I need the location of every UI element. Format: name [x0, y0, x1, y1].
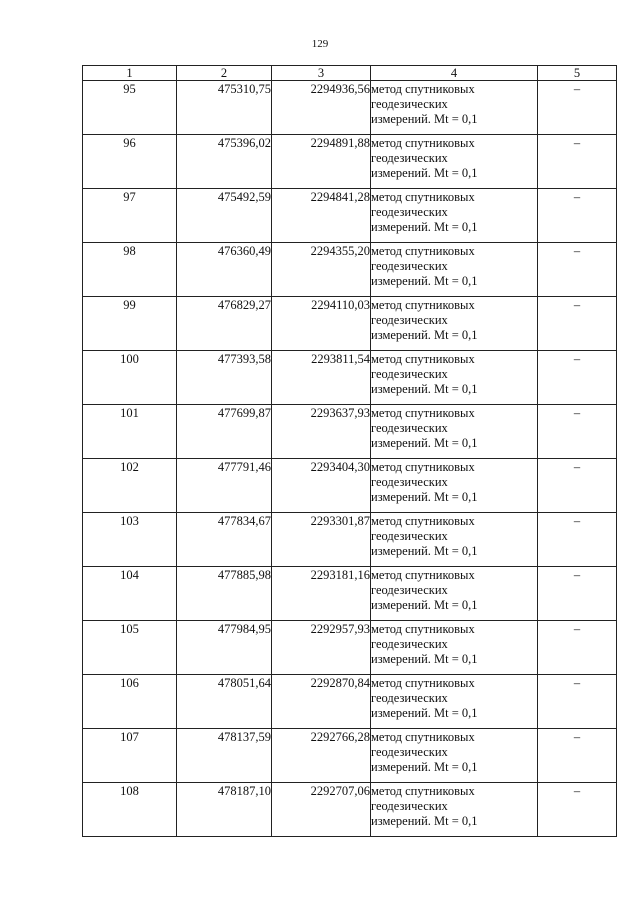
x-coordinate-cell: 476829,27 [177, 297, 272, 351]
method-line: метод спутниковых [371, 298, 475, 312]
dash-cell: – [538, 459, 617, 513]
method-line: измерений. Mt = 0,1 [371, 814, 478, 828]
point-number-cell: 98 [83, 243, 177, 297]
method-line: геодезических [371, 745, 448, 759]
method-cell [371, 135, 538, 189]
table-row [83, 513, 617, 567]
table-row [83, 729, 617, 783]
method-line: геодезических [371, 529, 448, 543]
method-line: геодезических [371, 583, 448, 597]
method-cell [371, 729, 538, 783]
dash-cell: – [538, 135, 617, 189]
table-row [83, 567, 617, 621]
point-number-cell: 107 [83, 729, 177, 783]
dash-cell: – [538, 297, 617, 351]
table-row [83, 459, 617, 513]
y-coordinate-cell: 2294355,20 [272, 243, 371, 297]
method-line: геодезических [371, 637, 448, 651]
dash-cell: – [538, 783, 617, 837]
method-line: метод спутниковых [371, 190, 475, 204]
y-coordinate-cell: 2294936,56 [272, 81, 371, 135]
point-number-cell: 96 [83, 135, 177, 189]
point-number-cell: 104 [83, 567, 177, 621]
table-header-row [83, 66, 617, 81]
x-coordinate-cell: 476360,49 [177, 243, 272, 297]
x-coordinate-cell: 478137,59 [177, 729, 272, 783]
method-cell [371, 783, 538, 837]
y-coordinate-cell: 2293181,16 [272, 567, 371, 621]
x-coordinate-cell: 477834,67 [177, 513, 272, 567]
method-cell [371, 351, 538, 405]
table-row [83, 783, 617, 837]
dash-cell: – [538, 81, 617, 135]
method-line: геодезических [371, 313, 448, 327]
method-cell [371, 513, 538, 567]
y-coordinate-cell: 2292957,93 [272, 621, 371, 675]
method-line: измерений. Mt = 0,1 [371, 382, 478, 396]
y-coordinate-cell: 2294110,03 [272, 297, 371, 351]
dash-cell: – [538, 567, 617, 621]
table-row [83, 675, 617, 729]
method-line: метод спутниковых [371, 352, 475, 366]
table-row [83, 243, 617, 297]
point-number-cell: 102 [83, 459, 177, 513]
method-line: метод спутниковых [371, 460, 475, 474]
header-col-3: 3 [272, 66, 371, 81]
x-coordinate-cell: 477699,87 [177, 405, 272, 459]
dash-cell: – [538, 729, 617, 783]
method-line: метод спутниковых [371, 622, 475, 636]
method-line: метод спутниковых [371, 676, 475, 690]
method-line: геодезических [371, 691, 448, 705]
method-line: измерений. Mt = 0,1 [371, 490, 478, 504]
y-coordinate-cell: 2294841,28 [272, 189, 371, 243]
method-cell [371, 189, 538, 243]
x-coordinate-cell: 475396,02 [177, 135, 272, 189]
method-line: измерений. Mt = 0,1 [371, 436, 478, 450]
dash-cell: – [538, 351, 617, 405]
y-coordinate-cell: 2293301,87 [272, 513, 371, 567]
method-cell [371, 81, 538, 135]
table-row [83, 297, 617, 351]
method-line: метод спутниковых [371, 136, 475, 150]
method-cell [371, 567, 538, 621]
point-number-cell: 106 [83, 675, 177, 729]
method-cell [371, 459, 538, 513]
y-coordinate-cell: 2294891,88 [272, 135, 371, 189]
header-col-4: 4 [371, 66, 538, 81]
point-number-cell: 100 [83, 351, 177, 405]
method-line: геодезических [371, 259, 448, 273]
method-line: геодезических [371, 421, 448, 435]
method-line: измерений. Mt = 0,1 [371, 760, 478, 774]
y-coordinate-cell: 2293637,93 [272, 405, 371, 459]
dash-cell: – [538, 405, 617, 459]
point-number-cell: 103 [83, 513, 177, 567]
method-line: измерений. Mt = 0,1 [371, 328, 478, 342]
method-line: измерений. Mt = 0,1 [371, 220, 478, 234]
method-line: геодезических [371, 367, 448, 381]
y-coordinate-cell: 2292707,06 [272, 783, 371, 837]
point-number-cell: 108 [83, 783, 177, 837]
y-coordinate-cell: 2293404,30 [272, 459, 371, 513]
point-number-cell: 105 [83, 621, 177, 675]
method-cell [371, 297, 538, 351]
method-line: измерений. Mt = 0,1 [371, 112, 478, 126]
table-row [83, 405, 617, 459]
method-line: метод спутниковых [371, 730, 475, 744]
table-row [83, 621, 617, 675]
method-line: измерений. Mt = 0,1 [371, 544, 478, 558]
method-line: измерений. Mt = 0,1 [371, 166, 478, 180]
method-line: геодезических [371, 97, 448, 111]
table-row [83, 135, 617, 189]
table-row [83, 189, 617, 243]
dash-cell: – [538, 513, 617, 567]
method-line: геодезических [371, 151, 448, 165]
method-cell [371, 405, 538, 459]
dash-cell: – [538, 243, 617, 297]
method-line: метод спутниковых [371, 568, 475, 582]
x-coordinate-cell: 477984,95 [177, 621, 272, 675]
method-cell [371, 675, 538, 729]
method-line: метод спутниковых [371, 406, 475, 420]
method-line: метод спутниковых [371, 82, 475, 96]
x-coordinate-cell: 478051,64 [177, 675, 272, 729]
header-col-2: 2 [177, 66, 272, 81]
x-coordinate-cell: 477885,98 [177, 567, 272, 621]
x-coordinate-cell: 475492,59 [177, 189, 272, 243]
point-number-cell: 101 [83, 405, 177, 459]
point-number-cell: 97 [83, 189, 177, 243]
dash-cell: – [538, 621, 617, 675]
x-coordinate-cell: 477393,58 [177, 351, 272, 405]
point-number-cell: 99 [83, 297, 177, 351]
method-cell [371, 621, 538, 675]
method-line: геодезических [371, 799, 448, 813]
method-line: геодезических [371, 475, 448, 489]
method-line: геодезических [371, 205, 448, 219]
dash-cell: – [538, 189, 617, 243]
method-line: измерений. Mt = 0,1 [371, 652, 478, 666]
method-line: метод спутниковых [371, 784, 475, 798]
x-coordinate-cell: 475310,75 [177, 81, 272, 135]
method-line: измерений. Mt = 0,1 [371, 274, 478, 288]
x-coordinate-cell: 477791,46 [177, 459, 272, 513]
y-coordinate-cell: 2292870,84 [272, 675, 371, 729]
coordinates-table [82, 65, 617, 837]
page-number: 129 [311, 38, 329, 50]
dash-cell: – [538, 675, 617, 729]
method-line: метод спутниковых [371, 244, 475, 258]
y-coordinate-cell: 2292766,28 [272, 729, 371, 783]
header-col-1: 1 [83, 66, 177, 81]
method-line: метод спутниковых [371, 514, 475, 528]
method-line: измерений. Mt = 0,1 [371, 706, 478, 720]
table-row [83, 351, 617, 405]
point-number-cell: 95 [83, 81, 177, 135]
y-coordinate-cell: 2293811,54 [272, 351, 371, 405]
method-cell [371, 243, 538, 297]
header-col-5: 5 [538, 66, 617, 81]
table-row [83, 81, 617, 135]
method-line: измерений. Mt = 0,1 [371, 598, 478, 612]
x-coordinate-cell: 478187,10 [177, 783, 272, 837]
